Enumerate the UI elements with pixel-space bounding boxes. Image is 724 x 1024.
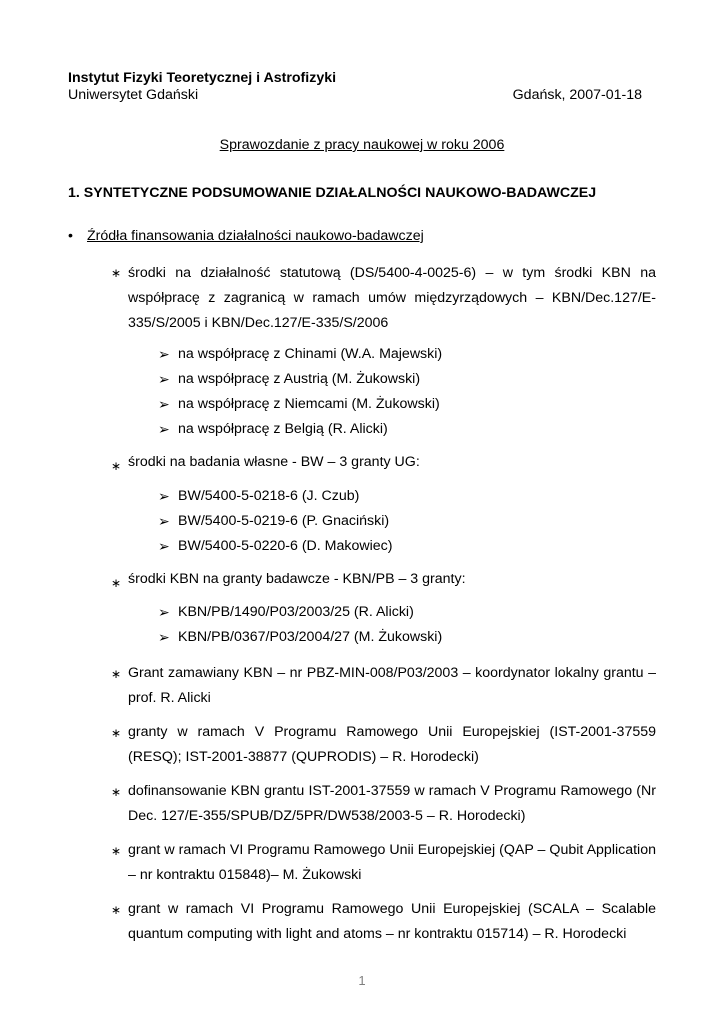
place-date: Gdańsk, 2007-01-18 <box>512 87 642 103</box>
list-item <box>128 661 656 711</box>
item-line: quantum computing with light and atoms – nr kontraktu 015714) – R. Horodecki <box>128 926 627 942</box>
list-item <box>128 897 656 947</box>
item-line: granty w ramach V Programu Ramowego Unii Europejskiej (IST-2001-37559 <box>128 724 656 740</box>
item-line: (Nr Dec. 127/E-355/SPUB/DZ/5PR/DW538/2003-5 – R. Horodecki) <box>128 783 656 824</box>
item-line: Application – nr kontraktu 015848)– M. Żukowski <box>128 842 656 883</box>
item-line: współpracę z zagranicą w ramach umów międzyrządowych – KBN/Dec.127/E- <box>128 290 656 306</box>
star-bullet-icon: ∗ <box>111 667 122 681</box>
item-line: grantu – prof. R. Alicki <box>128 665 656 706</box>
sub-item: KBN/PB/0367/P03/2004/27 (M. Żukowski) <box>178 629 443 645</box>
item-line: środki na badania własne - BW – 3 granty UG: <box>128 454 420 470</box>
bullet-icon: • <box>68 228 73 244</box>
page-number: 1 <box>358 973 366 988</box>
bullet-main-text: Źródła finansowania działalności naukowo-badawczej <box>87 228 424 244</box>
sub-item: BW/5400-5-0220-6 (D. Makowiec) <box>178 538 393 554</box>
item-line: 335/S/2005 i KBN/Dec.127/E-335/S/2006 <box>128 315 389 331</box>
sub-item: KBN/PB/1490/P03/2003/25 (R. Alicki) <box>178 604 414 620</box>
sub-item: na współpracę z Niemcami (M. Żukowski) <box>178 396 440 412</box>
arrow-bullet-icon: ➢ <box>158 421 170 437</box>
arrow-bullet-icon: ➢ <box>158 396 170 412</box>
star-bullet-icon: ∗ <box>111 266 122 280</box>
star-bullet-icon: ∗ <box>111 903 122 917</box>
item-line: (RESQ); IST-2001-38877 (QUPRODIS) – R. Horodecki) <box>128 749 479 765</box>
arrow-bullet-icon: ➢ <box>158 604 170 620</box>
list-item <box>128 720 656 770</box>
institute-name: Instytut Fizyki Teoretycznej i Astrofizyki <box>68 70 337 86</box>
star-bullet-icon: ∗ <box>111 576 122 590</box>
section-heading: 1. SYNTETYCZNE PODSUMOWANIE DZIAŁALNOŚCI NAUKOWO-BADAWCZEJ <box>68 185 597 201</box>
report-title: Sprawozdanie z pracy naukowej w roku 2006 <box>219 137 505 153</box>
item-line: grant w ramach VI Programu Ramowego Unii Europejskiej (QAP – Qubit <box>128 842 584 858</box>
sub-item: na współpracę z Austrią (M. Żukowski) <box>178 371 421 387</box>
sub-item: na współpracę z Belgią (R. Alicki) <box>178 421 388 437</box>
star-bullet-icon: ∗ <box>111 726 122 740</box>
list-item <box>128 261 656 311</box>
item-line: środki na działalność statutową (DS/5400-4-0025-6) – w tym środki KBN na <box>128 265 656 281</box>
item-line: Grant zamawiany KBN – nr PBZ-MIN-008/P03/2003 – koordynator lokalny <box>128 665 599 681</box>
arrow-bullet-icon: ➢ <box>158 513 170 529</box>
star-bullet-icon: ∗ <box>111 459 122 473</box>
arrow-bullet-icon: ➢ <box>158 629 170 645</box>
list-item <box>128 779 656 829</box>
sub-item: BW/5400-5-0219-6 (P. Gnaciński) <box>178 513 390 529</box>
sub-item: na współpracę z Chinami (W.A. Majewski) <box>178 346 443 362</box>
list-item <box>128 838 656 888</box>
sub-item: BW/5400-5-0218-6 (J. Czub) <box>178 488 360 504</box>
arrow-bullet-icon: ➢ <box>158 371 170 387</box>
arrow-bullet-icon: ➢ <box>158 538 170 554</box>
arrow-bullet-icon: ➢ <box>158 488 170 504</box>
university-name: Uniwersytet Gdański <box>68 87 199 103</box>
item-line: środki KBN na granty badawcze - KBN/PB – 3 granty: <box>128 571 466 587</box>
item-line: dofinansowanie KBN grantu IST-2001-37559 w ramach V Programu Ramowego <box>128 783 633 799</box>
arrow-bullet-icon: ➢ <box>158 346 170 362</box>
item-line: grant w ramach VI Programu Ramowego Unii Europejskiej (SCALA – Scalable <box>128 901 656 917</box>
star-bullet-icon: ∗ <box>111 785 122 799</box>
star-bullet-icon: ∗ <box>111 844 122 858</box>
